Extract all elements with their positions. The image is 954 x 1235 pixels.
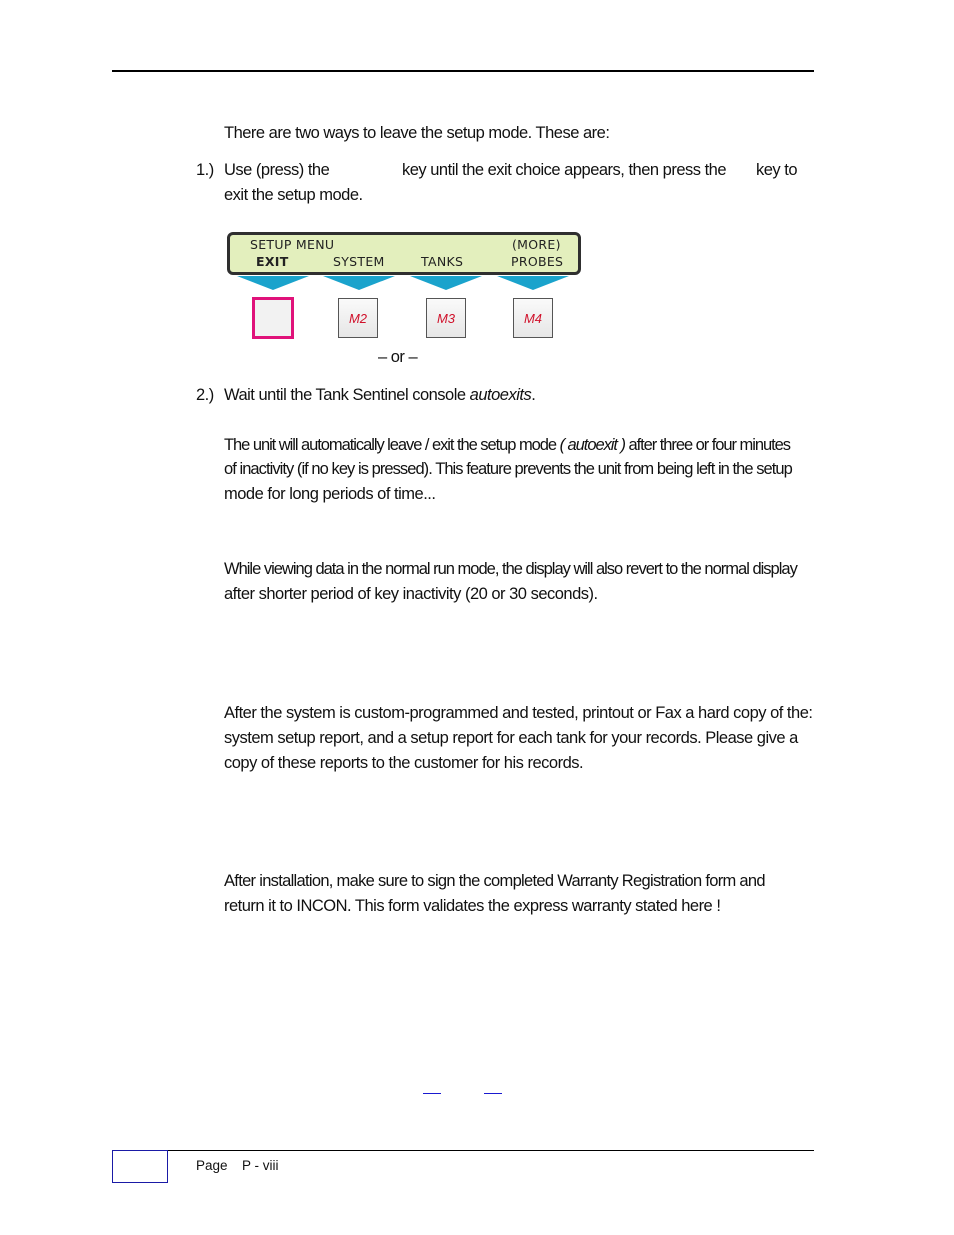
autoexit-line3: mode for long periods of time... — [224, 485, 436, 503]
key-m3[interactable]: M3 — [426, 298, 466, 338]
lcd-label-probes: PROBES — [511, 254, 564, 269]
item1-line2: exit the setup mode. — [224, 186, 363, 204]
warranty-line1: After installation, make sure to sign the completed Warranty Registration form and — [224, 872, 765, 890]
autoexit-line2: of inactivity (if no key is pressed). This feature prevents the unit from being left in the setup — [224, 460, 792, 478]
autoexit-line1 — [224, 436, 790, 455]
item2-text-a: Wait until the Tank Sentinel console — [224, 386, 470, 404]
item2-autoexits: autoexits — [469, 386, 532, 404]
footer-box — [112, 1150, 168, 1183]
autoexit-line1-a: The unit will automatically leave / exit the setup mode — [224, 436, 560, 454]
item2-number: 2.) — [196, 386, 214, 404]
lcd-label-tanks: TANKS — [421, 254, 464, 269]
arrow-tanks-icon — [410, 276, 482, 290]
link-underline-right[interactable] — [484, 1093, 502, 1094]
item2-text-b: . — [531, 386, 536, 404]
footer-page-label: Page — [196, 1158, 228, 1173]
item1-text-c: key to — [756, 161, 798, 179]
autoexit-term: ( autoexit ) — [559, 436, 625, 454]
or-separator: – or – — [378, 348, 418, 366]
key-m4[interactable]: M4 — [513, 298, 553, 338]
arrow-system-icon — [323, 276, 395, 290]
lcd-display — [227, 232, 581, 275]
item1-number: 1.) — [196, 161, 214, 179]
item1-text-b: key until the exit choice appears, then press the — [402, 161, 727, 179]
link-underline-left[interactable] — [423, 1093, 441, 1094]
runmode-line2: after shorter period of key inactivity (20 or 30 seconds). — [224, 585, 598, 603]
item1-text-a: Use (press) the — [224, 161, 330, 179]
warranty-line2: return it to INCON. This form validates the express warranty stated here ! — [224, 897, 721, 915]
footer-rule — [168, 1150, 814, 1151]
header-rule — [112, 70, 814, 72]
key-m2[interactable]: M2 — [338, 298, 378, 338]
lcd-label-system: SYSTEM — [333, 254, 385, 269]
autoexit-line1-b: after three or four minutes — [624, 436, 790, 454]
runmode-line1: While viewing data in the normal run mode, the display will also revert to the normal display — [224, 560, 797, 578]
arrow-exit-icon — [237, 276, 309, 290]
lcd-title: SETUP MENU — [250, 237, 335, 252]
intro-text: There are two ways to leave the setup mode. These are: — [224, 124, 610, 142]
lcd-more: (MORE) — [512, 237, 561, 252]
footer-page-number: P - viii — [242, 1158, 279, 1173]
lcd-label-exit: EXIT — [256, 254, 289, 269]
report-line1: After the system is custom-programmed and tested, printout or Fax a hard copy of the: — [224, 704, 813, 722]
report-line3: copy of these reports to the customer for his records. — [224, 754, 584, 772]
report-line2: system setup report, and a setup report for each tank for your records. Please give a — [224, 729, 798, 747]
item2-text — [224, 386, 535, 405]
arrow-probes-icon — [497, 276, 569, 290]
key-m1-exit[interactable] — [252, 297, 294, 339]
